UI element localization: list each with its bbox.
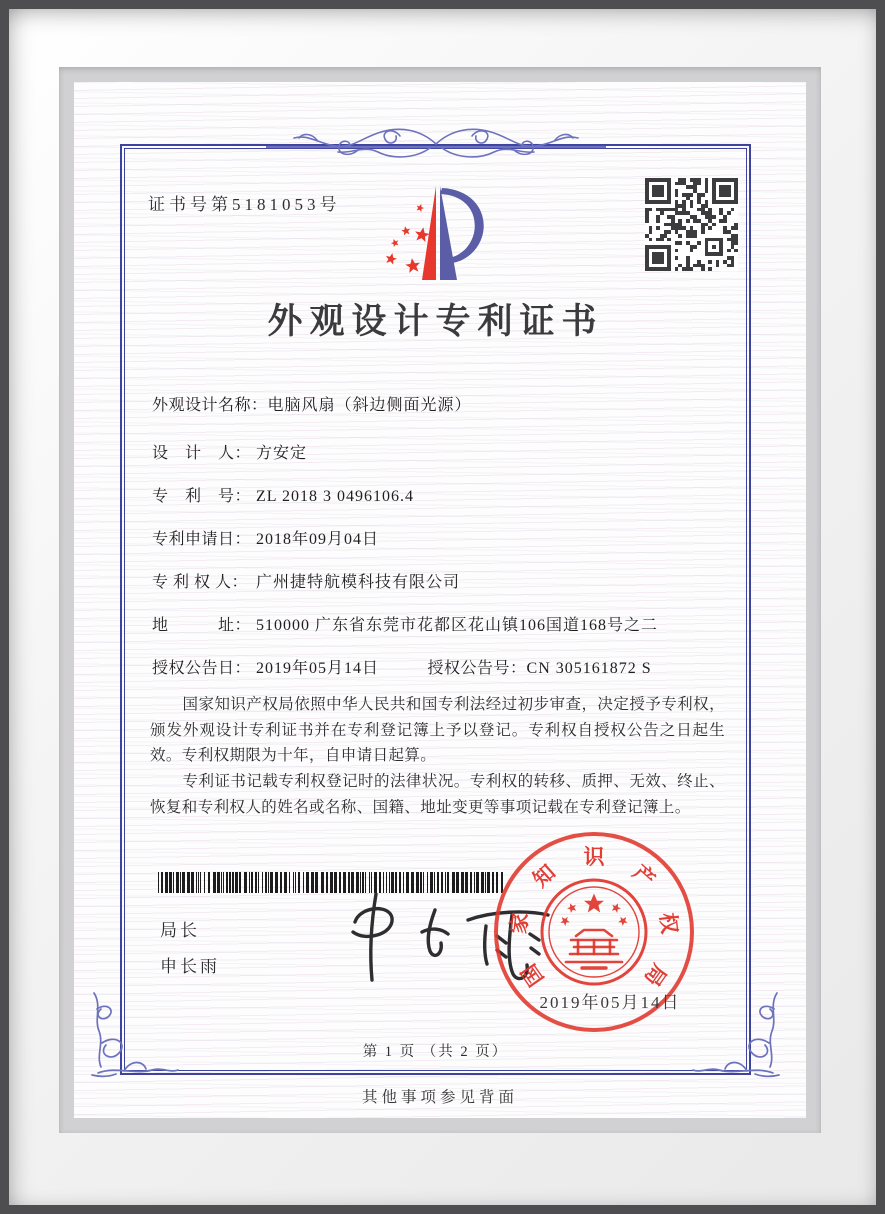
national-emblem-icon (538, 876, 650, 988)
qr-module (712, 182, 716, 201)
barcode-bar (280, 872, 282, 893)
barcode-bar (239, 872, 241, 893)
qr-module (693, 245, 697, 249)
certificate-number: 证书号第5181053号 (148, 195, 341, 214)
qr-module (712, 245, 716, 249)
barcode-bar (255, 872, 257, 893)
barcode-bar (303, 872, 304, 893)
grant-date-value: 2019年05月14日 (256, 660, 380, 677)
field-value: 510000 广东省东莞市花都区花山镇106国道168号之二 (256, 617, 659, 634)
page-indicator: 第 1 页 （共 2 页） (362, 1044, 509, 1060)
qr-module (645, 182, 649, 201)
legal-text (150, 692, 725, 821)
qr-module (649, 208, 653, 212)
qr-module (719, 241, 723, 252)
qr-module (701, 230, 705, 234)
qr-module (734, 226, 738, 230)
qr-module (734, 182, 738, 201)
field-designer (152, 440, 307, 463)
field-value: 方安定 (256, 445, 308, 462)
seal-char: 产 (628, 860, 660, 892)
field-label: 专 利 号： (152, 488, 252, 505)
qr-module (645, 200, 671, 204)
qr-module (708, 226, 712, 230)
qr-module (675, 249, 679, 253)
field-label: 地 址： (152, 617, 252, 634)
qr-module (675, 256, 679, 260)
qr-module (705, 241, 709, 252)
barcode-bar (270, 872, 273, 893)
barcode-bar (176, 872, 179, 893)
qr-module (675, 193, 679, 197)
barcode-bar (180, 872, 181, 893)
barcode-bar (173, 872, 174, 893)
qr-module (727, 211, 731, 215)
barcode-bar (265, 872, 267, 893)
qr-module (697, 182, 701, 186)
field-value: ZL 2018 3 0496106.4 (256, 488, 414, 505)
signer-title: 局长 (160, 921, 200, 940)
qr-module (693, 234, 697, 238)
seal-char: 识 (583, 846, 605, 869)
qr-module (645, 267, 671, 271)
seal-char: 局 (639, 959, 671, 990)
barcode-bar (200, 872, 201, 893)
barcode-bar (235, 872, 238, 893)
qr-module (678, 241, 682, 245)
barcode-bar (315, 872, 318, 893)
barcode-bar (251, 872, 253, 893)
qr-module (708, 260, 712, 264)
seal-char: 权 (655, 911, 681, 936)
field-value: 电脑风扇（斜边侧面光源） (267, 397, 472, 414)
barcode-bar (258, 872, 259, 893)
barcode-bar (223, 872, 224, 893)
field-patentee (152, 569, 460, 592)
qr-module (667, 249, 671, 268)
seal-char: 家 (507, 911, 533, 936)
qr-module (675, 267, 679, 271)
qr-module (690, 249, 694, 253)
barcode-bar (298, 872, 300, 893)
barcode-bar (229, 872, 231, 893)
qr-module (686, 219, 690, 223)
barcode-bar (321, 872, 324, 893)
barcode-bar (268, 872, 269, 893)
frame-mat (59, 67, 821, 1133)
field-label: 专利申请日： (152, 531, 252, 548)
barcode-bar (334, 872, 337, 893)
qr-module (690, 204, 694, 208)
signer-name: 申长雨 (160, 957, 220, 976)
qr-module (645, 219, 649, 223)
barcode-bar (262, 872, 263, 893)
legal-paragraph-2: 专利证书记载专利权登记时的法律状况。专利权的转移、质押、无效、终止、恢复和专利权人的姓名或名称、国籍、地址变更等事项记载在专利登记簿上。 (150, 773, 725, 816)
qr-module (667, 182, 671, 201)
field-address (152, 612, 658, 635)
barcode-bar (249, 872, 250, 893)
qr-module (731, 208, 735, 212)
qr-module (690, 267, 694, 271)
seal-char: 知 (528, 860, 560, 892)
qr-module (690, 193, 694, 197)
qr-module (712, 215, 716, 219)
field-value: 广州捷特航模科技有限公司 (256, 574, 461, 591)
qr-module (652, 185, 663, 196)
qr-module (697, 241, 701, 245)
qr-module (701, 193, 705, 197)
qr-module (708, 267, 712, 271)
qr-module (727, 249, 731, 253)
qr-module (712, 200, 738, 204)
ornament-top-flourish (266, 114, 606, 178)
barcode-bar (169, 872, 172, 893)
barcode-bar (182, 872, 185, 893)
field-patent-number (152, 483, 414, 506)
barcode-bar (208, 872, 210, 893)
barcode-bar (165, 872, 168, 893)
barcode-bar (311, 872, 314, 893)
barcode-bar (306, 872, 309, 893)
barcode-bar (232, 872, 234, 893)
barcode-bar (326, 872, 328, 893)
barcode-bar (204, 872, 205, 893)
barcode-bar (284, 872, 287, 893)
barcode-bar (187, 872, 190, 893)
qr-module (712, 223, 716, 227)
picture-frame (9, 9, 876, 1205)
field-design-name (152, 392, 472, 415)
barcode-bar (221, 872, 222, 893)
legal-paragraph-1: 国家知识产权局依照中华人民共和国专利法经过初步审查，决定授予专利权，颁发外观设计专利证书并在专利登记簿上予以登记。专利权自授权公告之日起生效。专利权期限为十年，自申请日起算。 (150, 696, 725, 765)
field-label: 设 计 人： (152, 445, 252, 462)
qr-module (731, 264, 735, 268)
qr-module (656, 226, 660, 230)
qr-module (649, 238, 653, 242)
qr-module (660, 211, 664, 215)
qr-module (645, 249, 649, 268)
qr-module (705, 252, 724, 256)
certificate-title: 外观设计专利证书 (267, 302, 604, 341)
field-filing-date (152, 526, 379, 549)
barcode-bar (244, 872, 247, 893)
qr-module (701, 267, 705, 271)
qr-module (734, 249, 738, 253)
barcode-bar (198, 872, 199, 893)
barcode-bar (213, 872, 216, 893)
barcode-bar (196, 872, 197, 893)
qr-module (660, 238, 664, 242)
barcode-bar (330, 872, 333, 893)
barcode-bar (226, 872, 228, 893)
field-label: 专 利 权 人： (152, 574, 249, 591)
ornament-bottom-left-flourish (84, 987, 180, 1083)
qr-module (716, 264, 720, 268)
barcode-bar (161, 872, 163, 893)
barcode-bar (289, 872, 290, 893)
qr-module (667, 238, 671, 242)
seal-date: 2019年05月14日 (539, 993, 681, 1012)
certificate-paper (74, 82, 806, 1118)
qr-module (649, 230, 653, 234)
seal-char: 国 (517, 959, 549, 990)
grant-date-label: 授权公告日： (152, 660, 252, 677)
back-note: 其他事项参见背面 (361, 1089, 518, 1106)
certificate-border (120, 144, 751, 1075)
cnipa-logo (375, 180, 497, 292)
qr-module (723, 219, 727, 223)
field-grant-row (152, 655, 652, 678)
barcode-bar (295, 872, 296, 893)
barcode-bar (191, 872, 194, 893)
field-value: 2018年09月04日 (256, 531, 380, 548)
field-label: 外观设计名称： (152, 397, 268, 414)
barcode-bar (158, 872, 159, 893)
barcode-bar (275, 872, 278, 893)
barcode-bar (293, 872, 294, 893)
grant-number-label: 授权公告号： (427, 660, 527, 677)
qr-code (645, 178, 738, 271)
qr-module (719, 185, 730, 196)
qr-module (652, 252, 663, 263)
qr-module (678, 234, 682, 238)
qr-module (667, 230, 671, 234)
qr-module (734, 241, 738, 245)
qr-module (656, 219, 660, 223)
grant-number-value: CN 305161872 S (526, 660, 652, 677)
barcode-bar (217, 872, 220, 893)
qr-module (705, 189, 709, 193)
